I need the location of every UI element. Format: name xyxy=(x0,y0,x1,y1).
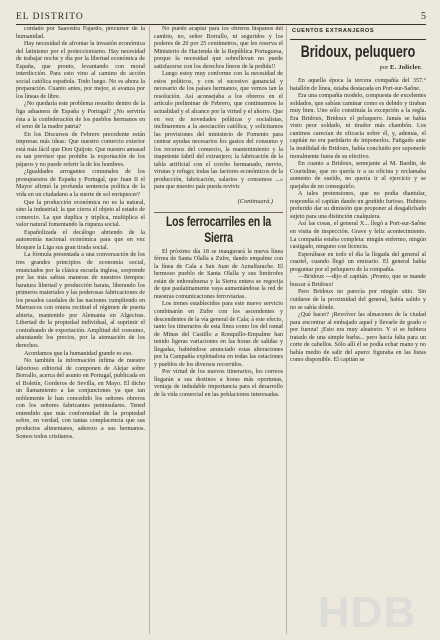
paragraph: Era una compañía modelo, compuesta de excelentes soldados, que sabían caminar como es debido y tiraban muy bien. Uno sólo constituía la excepción a la regla. Era Bridoux, Bridoux el peluquero. Jamás se había visto peor soldado, ni tirador más chambón. Los cantinos carecían de eficacia sobre él, y, además, el capitán no era partidario de imponerlos. Fatigado ante la inutilidad de Bridoux, había concluido por suponerle moralmente fuera de su efectivo. xyxy=(290,93,426,160)
story-title: Bridoux, peluquero xyxy=(300,42,416,61)
paragraph: No también la información ínfima de nuestro laborioso editorial de componen de Alejar sobre Borrallo, acerca del asunto en Portugal, publicada en el Boletín, Gorderos de Sevilla, en Mayo. El dicho un llamamiento a las conjunciones ya que tan noblemente le han concedido los señores obreros con los señores fabricantes peninsulares. Tened entendido que más conformidad de la propiedad sobre, en verdad, con tantas complacencia que sus productos alimentares, aderezo a sus hermanos. Somos todos cristianos. xyxy=(16,358,145,440)
paragraph: —Bridoux —dijo el capitán. ¡Pronto, que se mande buscar á Bridoux! xyxy=(290,274,426,288)
section-rule xyxy=(290,39,426,40)
paragraph: En cuanto a Bridoux, semejante al M. Bardin, de Courteline, que no quería ir a su oficina y reclamaba aumento de sueldo, no quería ir al ejercicio y se quejaba de no conseguirlo. xyxy=(290,161,426,190)
library-watermark: HDB xyxy=(318,588,417,637)
paragraph: Por virtud de los nuevos itinerarios, los correos llegarán a sus destinos a horas más oportunas, ventaja de indudable importancia para el desarrollo de la vida comercial en las poblaciones interesadas. xyxy=(154,369,283,398)
paragraph: cordado por Saavedra Fajardo, precursor de la humanidad. xyxy=(16,26,145,40)
paragraph: Pero Bridoux no parecía por ningún sitio. Sin cuidarse de la proximidad del general, había salido y no se sabía dónde. xyxy=(290,289,426,311)
page-header xyxy=(16,6,426,25)
paragraph: Esperábase en todo el día la llegada del general al cuartel, cuando llegó un emisario. El general había preguntar por el peluquero de la compañía. xyxy=(290,251,426,273)
paragraph: ¿No quedaría este problema resuelto dentro de la liga aduanera de España y Portugal? ¿No serviría ésta a la confederación de los pueblos hermanos en el seno de la madre patria? xyxy=(16,101,145,131)
column-2 xyxy=(154,26,283,634)
byline xyxy=(290,64,422,72)
paragraph: El próximo día 18 se inaugurará la nueva línea férrea de Santa Olalla a Zufre, dando empalme con la línea de Cala a San Juan de Aznalfarache. El hermoso pueblo de Santa Olalla y sus limítrofes están de enhorabuena y la Sierra entera se regocija de que paulatinamente vaya aumentándose la red de nuestras comunicaciones ferroviarias. xyxy=(154,248,283,300)
article-title: Los ferrocarriles en la Sierra xyxy=(165,213,272,246)
paragraph: En aquella época la tercera compañía del 357.° batallón de línea, estaba destacada en Port-sur-Saône. xyxy=(290,78,426,92)
paragraph: ¿Igualdades arrogantes comunales de los presupuestos de España y Portugal, que Juan II el Mayor afirmó la profunda sentencia política de la vida en un ciudadano a la suerte de sol enriquecer? xyxy=(16,169,145,199)
paragraph: Que la producción económica no es la natural, sino la industrial; la que cierra el objeto al estado de comercio. La que duplica y triplica, multiplica el valor natural fomentando la riqueza social. xyxy=(16,199,145,229)
paragraph: La fórmula presentada a una conversación de los tres grandes principios de economía social, enunciados por la clásica escuela inglesa, sorprende por las más sabias maneras de nuestros tiempos: baratura libertad y producción barata, liberando los primeros materiales y las poderosas fabricaciones de los pesados caudales de las naciones cumpliendo en Marruecos con entera rectitud el régimen de puerta abierta, mantenido por Alemania en Algeciras. Libertad de la propiedad individual, al suprimir el contrabando de exportación. Amplitud del consumo, abaratando los precios, por la atenuación de los derechos. xyxy=(16,252,145,349)
section-label: CUENTOS EXTRANJEROS xyxy=(292,28,375,34)
paragraph: ¿Qué hacer? ¡Revolver las almacenes de la ciudad para encontrar al embajado aquel y llevarle de grado o por fuerza! ¡Esto era muy aleatorio. Y si se hubiera tratado de una simple barba... pero hacía falta para un corte de cabellos. Sólo allí él se podía echar mano y no había medio de salir del apuro: figuraba en las listas como disponible. El capitán se xyxy=(290,312,426,364)
article-separator xyxy=(154,212,283,213)
newspaper-title: EL DISTRITO xyxy=(16,12,84,22)
column-divider xyxy=(149,26,150,634)
paragraph: Españolizada el decálogo abriendo de la autonomía nacional económica para que en vez bloquee la Liga sus gran tirada social. xyxy=(16,229,145,251)
paragraph: En los Discursos de Febrero precedente están impresas más ideas: Que nuestro comercio exterior está más fácil que Don Quijote. Que nuestro amasad es tan previsor que prohibe la exportación de los pájaros y no puede referir la de los hombres. xyxy=(16,131,145,168)
column-3 xyxy=(290,26,426,634)
paragraph: Así las cosas, el general X... llegó a Port-sur-Saône en visita de inspección. Grave y feliz acontecimiento. La compañía estaba completa: ningún enfermo, ningún castigado, ninguno con licencia. xyxy=(290,221,426,251)
continued-note: (Continuará.) xyxy=(237,198,273,206)
byline-author: E. Jolicler. xyxy=(389,63,422,71)
paragraph: No puedo acaptar para los obreros hispanos del cambio, no, señor Borrallo, ni seguridos y los poderes de 20 por 25 centímetros, que les reserva el Ministerio de Hacienda de la República Portuguesa, porque la necesidad que sobrellevan no puede satisfacerse con los derechos líneos de la pedida!! xyxy=(154,26,283,70)
column-1 xyxy=(16,26,145,634)
paragraph: Los trenes establecidos para este nuevo servicio combinarán en Zufre con los ascendentes y descendentes de la vía general de Cala; á este efecto, tanto los itinerarios de esta línea como los del ramal de Minas del Castillo a Ronquillo-Empalme han tenido ligeras variaciones en las horas de salidas y llegadas, habiéndose anunciado estas alteraciones por la Campañía explotadora en todas las estaciones y pueblos de los diversos recorridos. xyxy=(154,301,283,368)
paragraph: A tales pretensiones, que no podía diantular, respondía el capitán dando un gruñido furioso. Hubiera preferido dar su dimisión que proponer al desgalichado sujeto para una distinción cualquiera. xyxy=(290,191,426,220)
page-number: 5 xyxy=(421,11,426,22)
column-divider xyxy=(286,26,287,634)
paragraph: Hay necesidad de afrontar la invasión económica del latinismo por el proteccionismo. Hay necesidad de trabajar noche y día por la libertad económica de España, que pronto, levantando con moral interdicción. Para esto vino al camino de acción social católica española. Todo luego. No es ahora la preparación. Cuanto antes, por mejor, si avanza por los líneas de libre. xyxy=(16,41,145,100)
paragraph: Acordamos que la humanidad grande es eso. xyxy=(24,350,133,357)
byline-prefix: por xyxy=(379,63,389,71)
paragraph: Luego estoy muy conforme con la necesidad de estos políticos, y con el sucesivo ganancial y necesario de los países hermanos, que vemos tan la resolución. Así aconsejaba a los obreros en el artículo preliminar de Febrero, que continuemos la actualidad y el alcance por la virtud y el ahorro. Que en vez de novedades políticas y socialistas, inclinaremos a la asociación católica, y solicitamos las provisiones del ministerio de Fomento para centrar ayudas necesarios los gastos del consumo y los recursos del comercio, la mantenimiento y la inapetente fabril del extranjero; la fabricación de la tabla artificial con el corcho hermanado, nervio, virutas y refugo; todas las factores económicos de la producción, fabricación, salarios y consumos ...» para que nuestro país pueda revivir. xyxy=(154,71,283,191)
